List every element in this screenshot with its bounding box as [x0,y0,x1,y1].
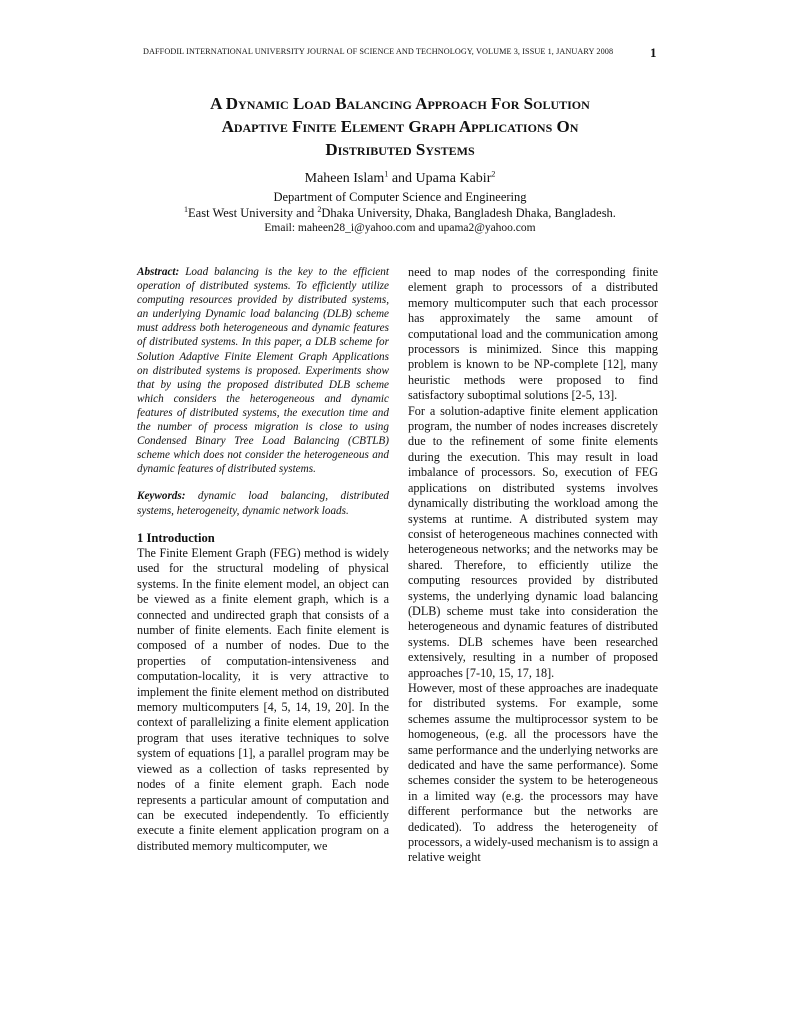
university-2: Dhaka University, Dhaka, Bangladesh Dhaka, Bangladesh. [321,206,616,220]
left-column [137,265,389,854]
intro-paragraph-2: need to map nodes of the corresponding finite element graph to processors of a distributed memory multicomputer such that each processor has approximately the same amount of computational load and the communication among processors is minimized. Since this mapping problem is known to be NP-complete [12], many heuristic methods were proposed to find satisfactory suboptimal solutions [2-5, 13]. [408,265,658,403]
abstract [137,265,389,476]
section-heading: 1 Introduction [137,530,215,545]
running-head: DAFFODIL INTERNATIONAL UNIVERSITY JOURNAL OF SCIENCE AND TECHNOLOGY, VOLUME 3, ISSUE 1, JANUARY 2008 [143,47,614,56]
title-line-2: Adaptive Finite Element Graph Applications On [221,117,579,136]
intro-paragraph-1: The Finite Element Graph (FEG) method is widely used for the structural modeling of physical systems. In the finite element model, an object can be viewed as a finite element graph, which is a connected and undirected graph that consists of a number of finite elements. Each finite element is composed of a number of nodes. Due to the properties of computation-intensiveness and computation-locality, it is very attractive to implement the finite element method on distributed memory multicomputers [4, 5, 14, 19, 20]. In the context of parallelizing a finite element application program that uses iterative techniques to solve system of equations [1], a parallel program may be viewed as a collection of tasks represented by nodes of a finite element graph. Each node represents a particular amount of computation and can be executed independently. To efficiently execute a finite element application program on a distributed memory multicomputer, we [137,546,389,853]
keywords-text: dynamic load balancing, distributed systems, heterogeneity, dynamic network loads. [137,490,389,517]
abstract-text: Load balancing is the key to the efficient operation of distributed systems. To efficiently utilize computing resources provided by distributed systems, an underlying Dynamic load balancing (DLB) scheme must address both heterogeneous and dynamic features of distributed systems. In this paper, a DLB scheme for Solution Adaptive Finite Element Graph Applications on distributed systems is proposed. Experiments show that by using the proposed distributed DLB scheme which considers the heterogeneous and dynamic features of distributed systems, the execution time and the number of process migration is close to using Condensed Binary Tree Load Balancing (CBTLB) scheme which does not consider the heterogeneous and dynamic features of distributed systems. [137,266,389,476]
page-number: 1 [650,45,657,60]
email-line: Email: maheen28_i@yahoo.com and upama2@yahoo.com [264,222,536,234]
universities [80,205,720,221]
keywords [137,489,389,517]
author-2-sup: 2 [491,169,496,179]
title-line-3: Distributed Systems [325,140,475,159]
author-conjunction: and [388,171,416,186]
paper-title [80,92,720,161]
author-line [80,170,720,187]
author-2: Upama Kabir [415,171,492,186]
right-column [408,265,658,866]
uni-1-sup: 1 [184,204,189,214]
department: Department of Computer Science and Engineering [273,190,527,204]
intro-paragraph-4: However, most of these approaches are inadequate for distributed systems. For example, some schemes assume the multiprocessor system to be homogeneous, (e.g. all the processors have the same performance and the underlying networks are dedicated and have the same performance). Some schemes consider the system to be heterogeneous in a limited way (e.g. the processors may have different performance but the networks are dedicated). To address the heterogeneity of processors, a widely-used mechanism is to assign a relative weight [408,680,658,865]
uni-2-sup: 2 [317,204,322,214]
abstract-label: Abstract: [137,266,180,278]
title-line-1: A Dynamic Load Balancing Approach For Solution [210,94,590,113]
author-1-sup: 1 [384,169,389,179]
intro-paragraph-3: For a solution-adaptive finite element application program, the number of nodes increases discretely due to the refinement of some finite elements during the execution. This may result in load imbalance of processors. So, execution of FEG applications on distributed systems involves dynamically distributing the workload among the systems at runtime. A distributed system may consist of heterogeneous machines connected with heterogeneous networks; and the networks may be shared. Therefore, to efficiently utilize the computing resources provided by distributed systems, the underlying dynamic load balancing (DLB) scheme must take into consideration the heterogeneous and dynamic features of distributed systems. DLB schemes have been researched extensively, resulting in a number of proposed approaches [7-10, 15, 17, 18]. [408,403,658,680]
university-1: East West University and [188,206,318,220]
keywords-label: Keywords: [137,490,186,503]
author-1: Maheen Islam [304,171,385,186]
